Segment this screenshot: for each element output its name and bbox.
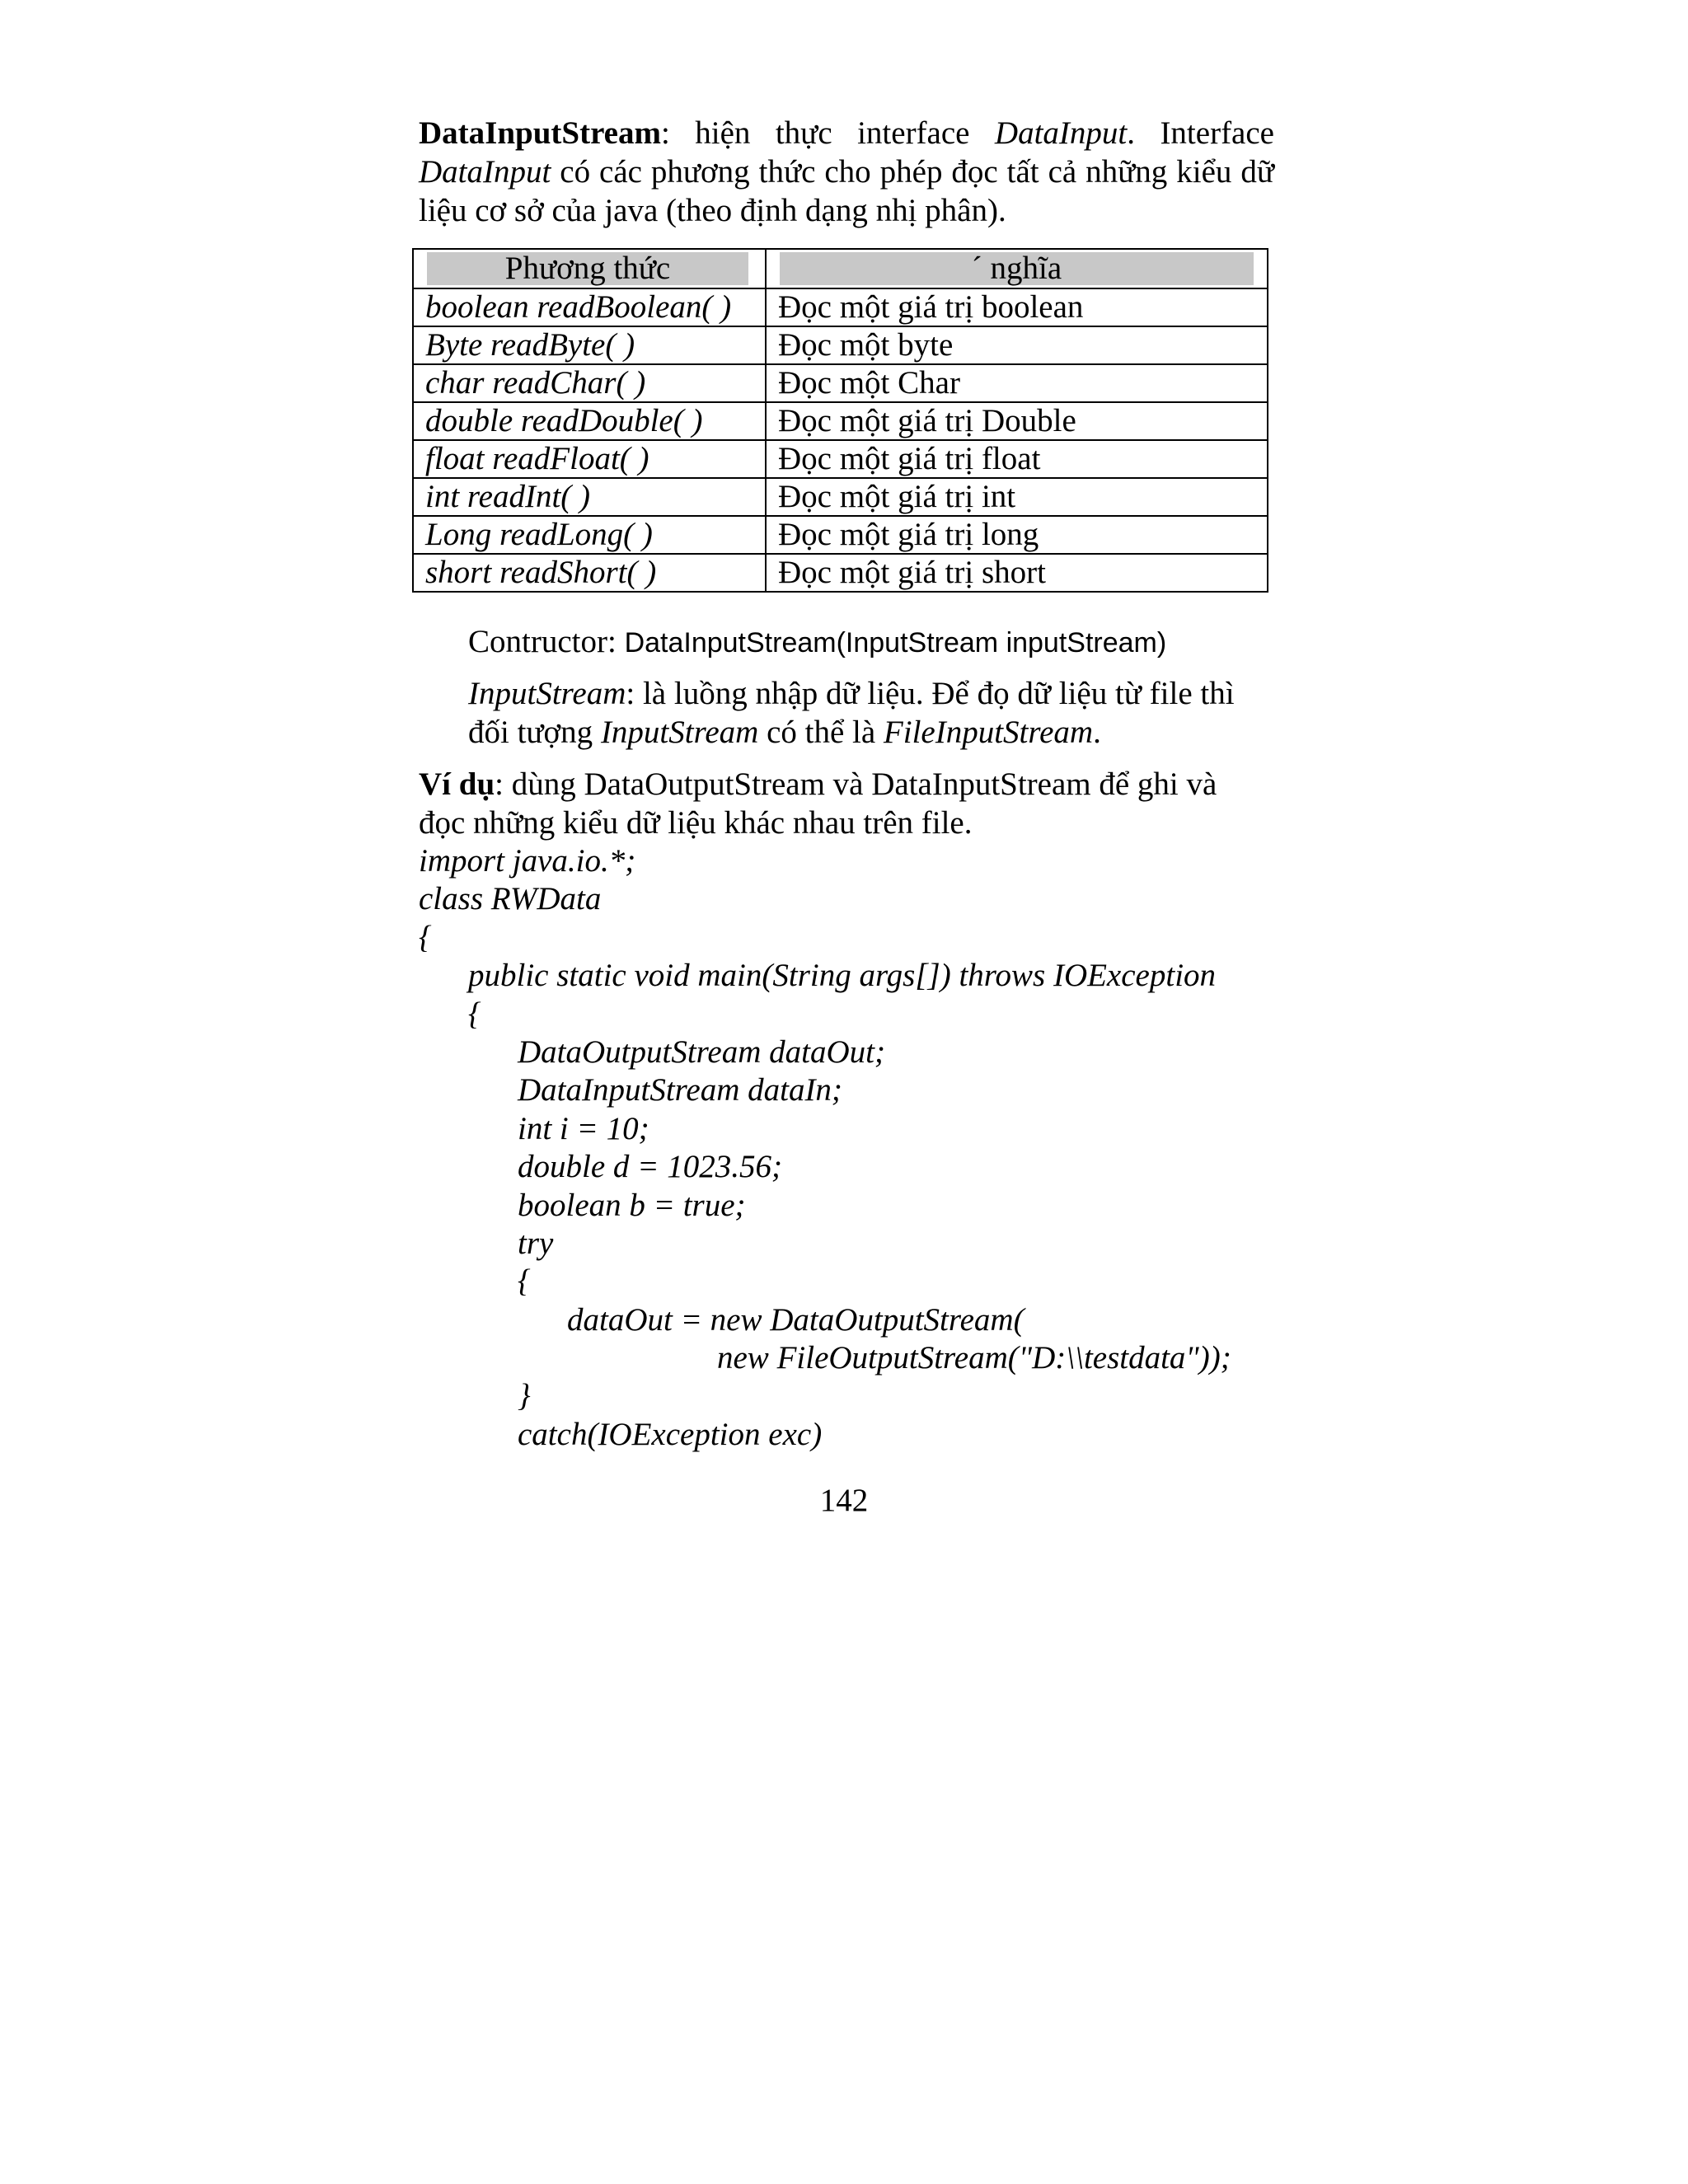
intro-text-1: : hiện thực interface [660,115,995,151]
meaning-cell: Đọc một giá trị long [766,516,1268,554]
code-line: DataInputStream dataIn; [518,1072,842,1108]
meaning-cell: Đọc một Char [766,364,1268,402]
meaning-cell: Đọc một giá trị float [766,440,1268,478]
intro-paragraph [419,114,1274,230]
method-cell: Long readLong( ) [413,516,766,554]
header-method [413,249,766,288]
code-line: { [419,919,432,955]
code-line: double d = 1023.56; [518,1149,782,1185]
method-cell: float readFloat( ) [413,440,766,478]
term-inputstream-2: InputStream [600,715,759,750]
inputstream-text-1: : là luồng nhập dữ liệu. Để đọ dữ liệu từ file thì đối tượng [468,676,1235,750]
header-method-label: Phương thức [427,252,748,285]
code-listing [419,842,1231,1454]
table-row [413,288,1268,326]
table-row [413,440,1268,478]
constructor-line [468,623,1166,662]
intro-text-2: . Interface [1127,115,1274,151]
intro-text-3: có các phương thức cho phép đọc tất cả những kiểu dữ liệu cơ sở của java (theo định dạng nhị phân). [419,154,1274,228]
meaning-cell: Đọc một giá trị int [766,478,1268,516]
code-line: int i = 10; [518,1110,649,1146]
code-line: boolean b = true; [518,1187,746,1223]
table-row [413,326,1268,364]
table-row [413,478,1268,516]
constructor-signature: DataInputStream(InputStream inputStream) [624,627,1167,658]
inputstream-paragraph [468,674,1259,752]
method-cell: short readShort( ) [413,554,766,592]
method-cell: Byte readByte( ) [413,326,766,364]
method-cell: char readChar( ) [413,364,766,402]
code-line: try [518,1225,554,1261]
term-fileinputstream: FileInputStream [883,715,1094,750]
code-line: class RWData [419,881,602,917]
code-line: import java.io.*; [419,843,636,879]
code-line: } [518,1378,531,1414]
meaning-cell: Đọc một giá trị short [766,554,1268,592]
meaning-cell: Đọc một byte [766,326,1268,364]
header-meaning-label: ˊ nghĩa [780,252,1254,285]
term-inputstream: InputStream [468,676,626,711]
code-line: catch(IOException exc) [518,1416,823,1452]
code-line: new FileOutputStream("D:\\testdata")); [717,1340,1231,1376]
code-line: { [468,996,481,1032]
term-datainputstream: DataInputStream [419,115,661,151]
example-paragraph [419,765,1268,842]
page-number: 142 [819,1483,869,1518]
table-row [413,364,1268,402]
code-line: { [518,1263,531,1300]
method-cell: int readInt( ) [413,478,766,516]
meaning-cell: Đọc một giá trị Double [766,402,1268,440]
code-line: dataOut = new DataOutputStream( [567,1301,1025,1338]
example-text: : dùng DataOutputStream và DataInputStream để ghi và đọc những kiểu dữ liệu khác nhau trên file. [419,766,1217,841]
methods-table [412,248,1268,593]
table-header-row [413,249,1268,288]
header-meaning [766,249,1268,288]
term-datainput: DataInput [994,115,1128,151]
inputstream-text-3: . [1093,715,1101,750]
method-cell: double readDouble( ) [413,402,766,440]
example-label: Ví dụ [419,766,495,802]
meaning-cell: Đọc một giá trị boolean [766,288,1268,326]
table-row [413,516,1268,554]
inputstream-text-2: có thể là [758,715,884,750]
table-row [413,554,1268,592]
code-line: DataOutputStream dataOut; [518,1033,885,1070]
code-line: public static void main(String args[]) throws IOException [468,958,1217,994]
table-row [413,402,1268,440]
constructor-label: Contructor: [468,624,625,659]
term-datainput-2: DataInput [419,154,551,190]
method-cell: boolean readBoolean( ) [413,288,766,326]
